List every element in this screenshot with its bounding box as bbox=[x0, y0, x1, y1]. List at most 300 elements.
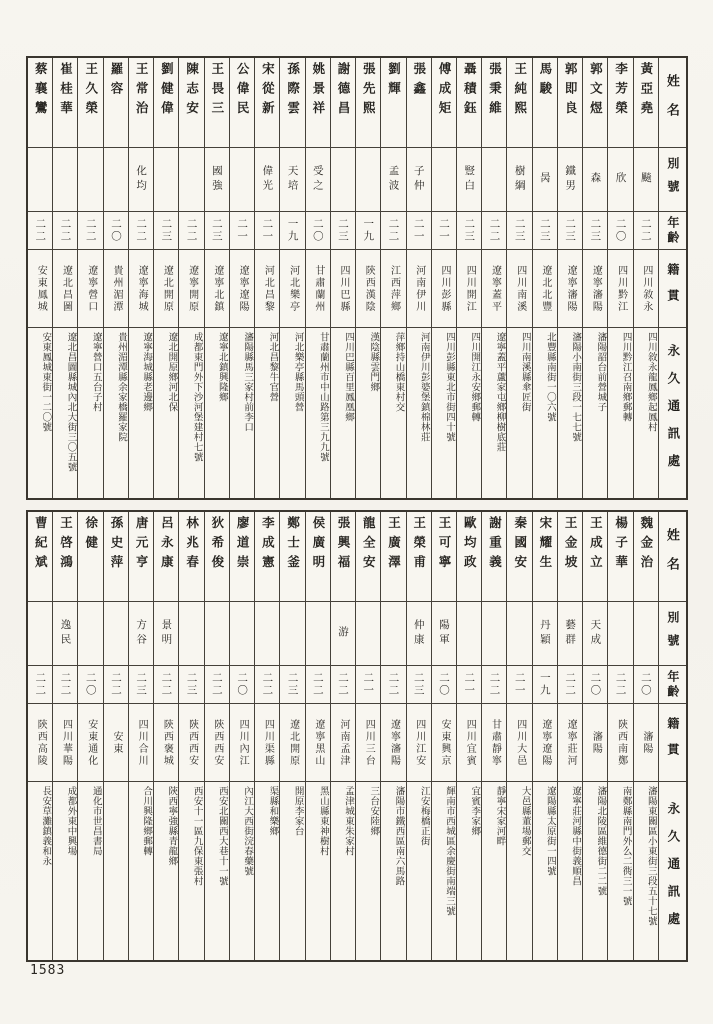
alias-cell: 藝群 bbox=[558, 602, 582, 666]
name-cell: 呂永康 bbox=[154, 512, 178, 602]
origin-cell: 甘肅蘭州 bbox=[306, 250, 330, 328]
person-column bbox=[506, 58, 531, 498]
name-cell: 郭即良 bbox=[558, 58, 582, 148]
address-cell: 長安草灘鎮義和永 bbox=[40, 786, 51, 866]
age-cell: 二三 bbox=[457, 212, 481, 250]
age-cell: 二二 bbox=[381, 666, 405, 704]
address-cell: 開原李家台 bbox=[292, 786, 303, 836]
alias-cell bbox=[608, 602, 632, 666]
alias-cell: 方谷 bbox=[129, 602, 153, 666]
name-cell: 廖道崇 bbox=[230, 512, 254, 602]
age-cell: 二〇 bbox=[104, 212, 128, 250]
origin-cell: 四川南溪 bbox=[507, 250, 531, 328]
origin-cell: 遼北開原 bbox=[154, 250, 178, 328]
age-cell: 二二 bbox=[255, 666, 279, 704]
address-cell: 瀋陽東關區小東街三段五十七號 bbox=[645, 786, 656, 926]
address-cell: 遼寧北鎮興隆鄉 bbox=[216, 332, 227, 402]
address-cell: 成都外東中興場 bbox=[65, 786, 76, 856]
age-cell: 二〇 bbox=[583, 666, 607, 704]
origin-cell: 貴州湄潭 bbox=[104, 250, 128, 328]
origin-cell: 四川黔江 bbox=[608, 250, 632, 328]
name-cell: 王畏三 bbox=[205, 58, 229, 148]
person-column bbox=[178, 58, 203, 498]
address-cell: 四川敘永龍鳳鄉起鳳村 bbox=[645, 332, 656, 432]
person-column bbox=[254, 58, 279, 498]
alias-cell bbox=[205, 602, 229, 666]
origin-cell: 遼寧北鎮 bbox=[205, 250, 229, 328]
age-cell: 二二 bbox=[28, 666, 52, 704]
age-cell: 二一 bbox=[230, 212, 254, 250]
header-label-origin: 籍貫 bbox=[659, 704, 686, 782]
address-cell: 河北昌黎牛官營 bbox=[267, 332, 278, 402]
address-cell: 渠縣和樂鄉 bbox=[267, 786, 278, 836]
origin-cell: 四川大邑 bbox=[507, 704, 531, 782]
address-cell: 江安梅橋正街 bbox=[418, 786, 429, 846]
name-cell: 公偉民 bbox=[230, 58, 254, 148]
person-column bbox=[153, 58, 178, 498]
directory-table-top bbox=[26, 56, 688, 500]
alias-cell bbox=[331, 148, 355, 212]
person-column bbox=[128, 512, 153, 960]
origin-cell: 遼北昌圖 bbox=[53, 250, 77, 328]
person-column bbox=[204, 512, 229, 960]
alias-cell: 逸民 bbox=[53, 602, 77, 666]
name-cell: 曹紀斌 bbox=[28, 512, 52, 602]
age-cell: 二一 bbox=[407, 212, 431, 250]
header-label-alias: 別號 bbox=[659, 602, 686, 666]
person-column bbox=[330, 58, 355, 498]
person-column bbox=[279, 512, 304, 960]
age-cell: 二二 bbox=[154, 666, 178, 704]
name-cell: 馬駿 bbox=[533, 58, 557, 148]
origin-cell: 陝西南鄭 bbox=[608, 704, 632, 782]
origin-cell: 陝西西安 bbox=[205, 704, 229, 782]
age-cell: 二一 bbox=[255, 212, 279, 250]
age-cell: 二三 bbox=[179, 666, 203, 704]
address-cell: 遼寧營口五台子村 bbox=[90, 332, 101, 412]
age-cell: 二三 bbox=[129, 666, 153, 704]
address-cell: 瀋陽小南街三段一七七號 bbox=[570, 332, 581, 442]
alias-cell bbox=[255, 602, 279, 666]
age-cell: 二二 bbox=[482, 666, 506, 704]
person-column bbox=[52, 512, 77, 960]
origin-cell: 遼寧瀋陽 bbox=[558, 250, 582, 328]
origin-cell: 四川巴縣 bbox=[331, 250, 355, 328]
address-cell: 大邑縣董場郵交 bbox=[519, 786, 530, 856]
person-column bbox=[305, 58, 330, 498]
row-labels-column bbox=[658, 512, 686, 960]
alias-cell bbox=[154, 148, 178, 212]
address-cell: 成都東門外下沙河堡建村七號 bbox=[191, 332, 202, 462]
header-label-name: 姓名 bbox=[659, 512, 686, 602]
origin-cell: 甘肅靜寧 bbox=[482, 704, 506, 782]
address-cell: 北豐縣南街一〇六號 bbox=[544, 332, 555, 422]
origin-cell: 四川三台 bbox=[356, 704, 380, 782]
age-cell: 二二 bbox=[381, 212, 405, 250]
alias-cell bbox=[356, 148, 380, 212]
age-cell: 二三 bbox=[533, 212, 557, 250]
alias-cell bbox=[78, 148, 102, 212]
person-column bbox=[607, 58, 632, 498]
address-cell: 西安十一區九保東張村 bbox=[191, 786, 202, 886]
alias-cell bbox=[230, 602, 254, 666]
address-cell: 遼陽縣太原街一四號 bbox=[544, 786, 555, 876]
origin-cell: 遼寧海城 bbox=[129, 250, 153, 328]
alias-cell: 陽軍 bbox=[432, 602, 456, 666]
address-cell bbox=[104, 782, 128, 960]
age-cell: 二二 bbox=[634, 212, 658, 250]
person-column bbox=[582, 512, 607, 960]
origin-cell: 遼寧莊河 bbox=[558, 704, 582, 782]
origin-cell: 安東鳳城 bbox=[28, 250, 52, 328]
alias-cell: 國強 bbox=[205, 148, 229, 212]
name-cell: 李成憲 bbox=[255, 512, 279, 602]
origin-cell: 四川宜賓 bbox=[457, 704, 481, 782]
origin-cell: 四川彭縣 bbox=[432, 250, 456, 328]
person-column bbox=[481, 512, 506, 960]
person-column bbox=[28, 512, 52, 960]
name-cell: 魏金治 bbox=[634, 512, 658, 602]
address-cell: 孟津城東朱家村 bbox=[343, 786, 354, 856]
address-cell: 瀋陽韶台前營城子 bbox=[595, 332, 606, 412]
origin-cell: 遼寧蓋平 bbox=[482, 250, 506, 328]
name-cell: 蔡襄鸞 bbox=[28, 58, 52, 148]
directory-table-bottom bbox=[26, 510, 688, 962]
age-cell: 二二 bbox=[78, 212, 102, 250]
name-cell: 姚景祥 bbox=[306, 58, 330, 148]
age-cell: 二三 bbox=[507, 212, 531, 250]
age-cell: 二〇 bbox=[78, 666, 102, 704]
origin-cell: 瀋陽 bbox=[583, 704, 607, 782]
name-cell: 王啓鴻 bbox=[53, 512, 77, 602]
age-cell: 二二 bbox=[482, 212, 506, 250]
address-cell: 四川開江永安鄉郵轉 bbox=[469, 332, 480, 422]
origin-cell: 遼寧營口 bbox=[78, 250, 102, 328]
age-cell: 二三 bbox=[583, 212, 607, 250]
person-column bbox=[305, 512, 330, 960]
age-cell: 二二 bbox=[331, 666, 355, 704]
alias-cell bbox=[280, 602, 304, 666]
person-column bbox=[406, 58, 431, 498]
alias-cell: 丹穎 bbox=[533, 602, 557, 666]
alias-cell bbox=[104, 602, 128, 666]
alias-cell: 受之 bbox=[306, 148, 330, 212]
address-cell: 漢陰縣雲門鄉 bbox=[368, 332, 379, 392]
name-cell: 陳志安 bbox=[179, 58, 203, 148]
origin-cell: 遼寧瀋陽 bbox=[583, 250, 607, 328]
person-column bbox=[431, 512, 456, 960]
address-cell: 瀋陽市鐵西區南六馬路 bbox=[393, 786, 404, 886]
name-cell: 郭文煜 bbox=[583, 58, 607, 148]
age-cell: 二一 bbox=[507, 666, 531, 704]
person-column bbox=[279, 58, 304, 498]
address-cell: 三台安陸鄉 bbox=[368, 786, 379, 836]
address-cell: 四川彭縣東北市街四十號 bbox=[443, 332, 454, 442]
address-cell: 遼寧莊河縣中街義順昌 bbox=[570, 786, 581, 886]
name-cell: 王可寧 bbox=[432, 512, 456, 602]
header-label-address: 永久通訊處 bbox=[665, 344, 680, 482]
origin-cell: 河北樂亭 bbox=[280, 250, 304, 328]
age-cell: 一九 bbox=[533, 666, 557, 704]
origin-cell: 遼寧遼陽 bbox=[230, 250, 254, 328]
alias-cell: 鐵男 bbox=[558, 148, 582, 212]
person-column bbox=[178, 512, 203, 960]
person-column bbox=[557, 512, 582, 960]
name-cell: 張鑫 bbox=[407, 58, 431, 148]
age-cell: 二〇 bbox=[432, 666, 456, 704]
person-column bbox=[431, 58, 456, 498]
address-cell: 遼北昌圖縣城內北大街三〇五號 bbox=[65, 332, 76, 472]
alias-cell: 天成 bbox=[583, 602, 607, 666]
age-cell: 二一 bbox=[356, 666, 380, 704]
name-cell: 謝德昌 bbox=[331, 58, 355, 148]
row-labels-column bbox=[658, 58, 686, 498]
header-label-age: 年齡 bbox=[659, 212, 686, 250]
name-cell: 歐均政 bbox=[457, 512, 481, 602]
person-column bbox=[52, 58, 77, 498]
origin-cell: 遼寧開原 bbox=[179, 250, 203, 328]
person-column bbox=[380, 58, 405, 498]
origin-cell: 瀋陽 bbox=[634, 704, 658, 782]
person-column bbox=[254, 512, 279, 960]
origin-cell: 陝西漢陰 bbox=[356, 250, 380, 328]
address-cell: 陝西寧強縣青龍鄉 bbox=[166, 786, 177, 866]
origin-cell: 遼北北豐 bbox=[533, 250, 557, 328]
person-column bbox=[532, 58, 557, 498]
address-cell: 萍鄉持山橋東村交 bbox=[393, 332, 404, 412]
name-cell: 鄭士釜 bbox=[280, 512, 304, 602]
origin-cell: 四川江安 bbox=[407, 704, 431, 782]
header-label-age: 年齡 bbox=[659, 666, 686, 704]
origin-cell: 安東興京 bbox=[432, 704, 456, 782]
alias-cell bbox=[306, 602, 330, 666]
person-column bbox=[330, 512, 355, 960]
alias-cell bbox=[507, 602, 531, 666]
alias-cell: 偉光 bbox=[255, 148, 279, 212]
alias-cell: 樹綱 bbox=[507, 148, 531, 212]
name-cell: 秦國安 bbox=[507, 512, 531, 602]
name-cell: 張先熙 bbox=[356, 58, 380, 148]
name-cell: 黃亞堯 bbox=[634, 58, 658, 148]
age-cell: 二二 bbox=[53, 666, 77, 704]
person-column bbox=[229, 512, 254, 960]
address-cell: 西安北關西大巷十一號 bbox=[216, 786, 227, 886]
address-cell: 宜賓李家鄉 bbox=[469, 786, 480, 836]
person-column bbox=[607, 512, 632, 960]
person-column bbox=[582, 58, 607, 498]
address-cell: 黑山縣東神樹村 bbox=[317, 786, 328, 856]
name-cell: 王純熙 bbox=[507, 58, 531, 148]
age-cell: 二二 bbox=[608, 666, 632, 704]
origin-cell: 河北昌黎 bbox=[255, 250, 279, 328]
age-cell: 二三 bbox=[154, 212, 178, 250]
age-cell: 二二 bbox=[306, 666, 330, 704]
alias-cell bbox=[432, 148, 456, 212]
address-cell: 安東鳳城東街一二〇號 bbox=[40, 332, 51, 432]
name-cell: 徐健 bbox=[78, 512, 102, 602]
age-cell: 一九 bbox=[356, 212, 380, 250]
name-cell: 傅成矩 bbox=[432, 58, 456, 148]
alias-cell: 化均 bbox=[129, 148, 153, 212]
alias-cell bbox=[230, 148, 254, 212]
alias-cell: 昺 bbox=[533, 148, 557, 212]
alias-cell: 孟波 bbox=[381, 148, 405, 212]
address-cell: 靜寧宋家河畔 bbox=[494, 786, 505, 846]
address-cell: 輝南市西城區余慶街南端三號 bbox=[443, 786, 454, 916]
age-cell: 二〇 bbox=[634, 666, 658, 704]
age-cell: 二三 bbox=[407, 666, 431, 704]
name-cell: 劉輝 bbox=[381, 58, 405, 148]
age-cell: 二〇 bbox=[230, 666, 254, 704]
person-column bbox=[633, 512, 658, 960]
origin-cell: 遼寧遼陽 bbox=[533, 704, 557, 782]
alias-cell bbox=[179, 148, 203, 212]
alias-cell: 子仲 bbox=[407, 148, 431, 212]
header-label-origin: 籍貫 bbox=[659, 250, 686, 328]
address-cell: 合川興隆鄉郵轉 bbox=[141, 786, 152, 856]
name-cell: 羅容 bbox=[104, 58, 128, 148]
alias-cell: 景明 bbox=[154, 602, 178, 666]
address-cell: 四川南溪縣傘匠街 bbox=[519, 332, 530, 412]
name-cell: 孫史萍 bbox=[104, 512, 128, 602]
person-column bbox=[456, 512, 481, 960]
person-column bbox=[506, 512, 531, 960]
person-column bbox=[380, 512, 405, 960]
alias-cell bbox=[634, 602, 658, 666]
address-cell: 瀋陽縣馬三家村前李口 bbox=[242, 332, 253, 432]
origin-cell: 遼寧黑山 bbox=[306, 704, 330, 782]
address-cell: 內江大西街浣春藥號 bbox=[242, 786, 253, 876]
age-cell: 二三 bbox=[558, 212, 582, 250]
alias-cell bbox=[28, 148, 52, 212]
name-cell: 王榮甫 bbox=[407, 512, 431, 602]
name-cell: 聶積鈺 bbox=[457, 58, 481, 148]
person-column bbox=[406, 512, 431, 960]
address-cell: 瀋陽北陵區維德街二二號 bbox=[595, 786, 606, 896]
origin-cell: 陝西高陵 bbox=[28, 704, 52, 782]
alias-cell: 仲康 bbox=[407, 602, 431, 666]
age-cell: 二二 bbox=[558, 666, 582, 704]
name-cell: 孫際雲 bbox=[280, 58, 304, 148]
address-cell: 河南伊川彭婆堡鎮棉林莊 bbox=[418, 332, 429, 442]
address-cell: 遼寧海城縣老邊鄉 bbox=[141, 332, 152, 412]
person-column bbox=[456, 58, 481, 498]
header-label-alias: 別號 bbox=[659, 148, 686, 212]
name-cell: 謝重義 bbox=[482, 512, 506, 602]
person-column bbox=[633, 58, 658, 498]
age-cell: 二二 bbox=[179, 212, 203, 250]
person-column bbox=[28, 58, 52, 498]
name-cell: 張興福 bbox=[331, 512, 355, 602]
age-cell: 二三 bbox=[280, 666, 304, 704]
person-column bbox=[229, 58, 254, 498]
origin-cell: 四川開江 bbox=[457, 250, 481, 328]
alias-cell: 游 bbox=[331, 602, 355, 666]
origin-cell: 四川渠縣 bbox=[255, 704, 279, 782]
age-cell: 二二 bbox=[129, 212, 153, 250]
origin-cell: 四川合川 bbox=[129, 704, 153, 782]
alias-cell bbox=[179, 602, 203, 666]
name-cell: 王廣澤 bbox=[381, 512, 405, 602]
origin-cell: 安東 bbox=[104, 704, 128, 782]
name-cell: 狄希俊 bbox=[205, 512, 229, 602]
alias-cell bbox=[381, 602, 405, 666]
page-number: 1583 bbox=[30, 963, 66, 978]
alias-cell: 豎白 bbox=[457, 148, 481, 212]
alias-cell bbox=[53, 148, 77, 212]
person-column bbox=[355, 512, 380, 960]
address-cell: 四川黔江召南鄉郵轉 bbox=[620, 332, 631, 422]
alias-cell: 森 bbox=[583, 148, 607, 212]
origin-cell: 陝西褒城 bbox=[154, 704, 178, 782]
origin-cell: 安東通化 bbox=[78, 704, 102, 782]
alias-cell bbox=[104, 148, 128, 212]
address-cell: 遼寧蓋平蘆家屯鄉柳樹底莊 bbox=[494, 332, 505, 452]
person-column bbox=[103, 512, 128, 960]
alias-cell bbox=[457, 602, 481, 666]
age-cell: 二三 bbox=[331, 212, 355, 250]
address-cell: 河北樂亭縣馬頭營 bbox=[292, 332, 303, 412]
name-cell: 王金坡 bbox=[558, 512, 582, 602]
name-cell: 張秉維 bbox=[482, 58, 506, 148]
alias-cell bbox=[482, 148, 506, 212]
name-cell: 宋耀生 bbox=[533, 512, 557, 602]
name-cell: 宋從新 bbox=[255, 58, 279, 148]
person-column bbox=[153, 512, 178, 960]
age-cell: 二〇 bbox=[306, 212, 330, 250]
age-cell: 二二 bbox=[28, 212, 52, 250]
address-cell: 四川巴縣百里鳳凰鄉 bbox=[343, 332, 354, 422]
person-column bbox=[77, 58, 102, 498]
origin-cell: 河南孟津 bbox=[331, 704, 355, 782]
name-cell: 王久榮 bbox=[78, 58, 102, 148]
name-cell: 崔桂華 bbox=[53, 58, 77, 148]
address-cell: 通化市世昌書局 bbox=[90, 786, 101, 856]
alias-cell: 欣 bbox=[608, 148, 632, 212]
origin-cell: 四川內江 bbox=[230, 704, 254, 782]
person-column bbox=[355, 58, 380, 498]
header-label-address: 永久通訊處 bbox=[665, 802, 680, 940]
name-cell: 劉健偉 bbox=[154, 58, 178, 148]
alias-cell: 飈 bbox=[634, 148, 658, 212]
origin-cell: 河南伊川 bbox=[407, 250, 431, 328]
person-column bbox=[532, 512, 557, 960]
name-cell: 侯廣明 bbox=[306, 512, 330, 602]
origin-cell: 陝西西安 bbox=[179, 704, 203, 782]
alias-cell bbox=[482, 602, 506, 666]
age-cell: 二一 bbox=[432, 212, 456, 250]
name-cell: 王常治 bbox=[129, 58, 153, 148]
origin-cell: 遼北開原 bbox=[280, 704, 304, 782]
origin-cell: 四川敘永 bbox=[634, 250, 658, 328]
name-cell: 龍全安 bbox=[356, 512, 380, 602]
age-cell: 二一 bbox=[457, 666, 481, 704]
age-cell: 一九 bbox=[280, 212, 304, 250]
age-cell: 二三 bbox=[205, 212, 229, 250]
person-column bbox=[103, 58, 128, 498]
age-cell: 二二 bbox=[104, 666, 128, 704]
origin-cell: 四川華陽 bbox=[53, 704, 77, 782]
person-column bbox=[128, 58, 153, 498]
age-cell: 二〇 bbox=[608, 212, 632, 250]
person-column bbox=[557, 58, 582, 498]
address-cell: 貴州湄潭縣余家橋羅家院 bbox=[115, 332, 126, 442]
person-column bbox=[77, 512, 102, 960]
name-cell: 林兆春 bbox=[179, 512, 203, 602]
person-column bbox=[481, 58, 506, 498]
address-cell: 遼北開原鄉河北保 bbox=[166, 332, 177, 412]
name-cell: 唐元亨 bbox=[129, 512, 153, 602]
